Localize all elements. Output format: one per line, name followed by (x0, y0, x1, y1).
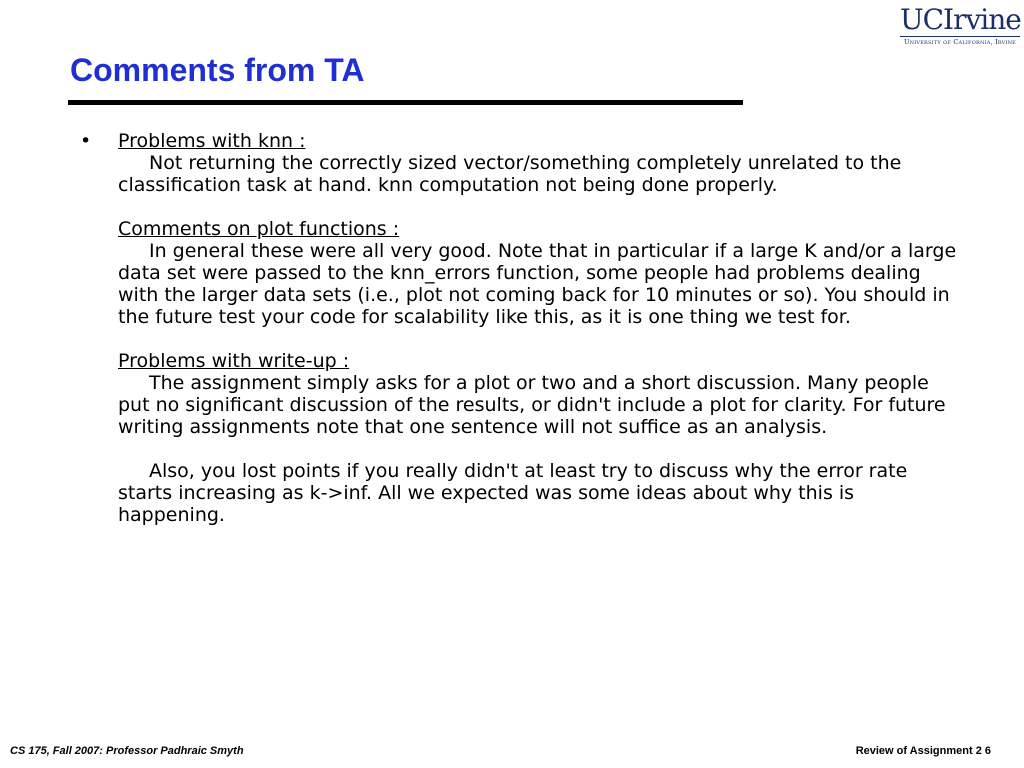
logo-subtitle: University of California, Irvine (900, 36, 1020, 46)
logo-wordmark: UCIrvine (900, 3, 1021, 36)
section-heading: Comments on plot functions : (118, 218, 400, 240)
section-plot-functions (118, 218, 958, 328)
footer-section-label: Review of Assignment 2 (855, 745, 982, 757)
page-number: 6 (984, 745, 991, 757)
footer-course-info: CS 175, Fall 2007: Professor Padhraic Smyth (10, 745, 244, 757)
section-heading: Problems with knn : (118, 130, 306, 152)
section-paragraph: The assignment simply asks for a plot or two and a short discussion. Many people put no significant discussion of the results, or didn't include a plot for clarity. For future writing assignments note that one sentence will not suffice as an analysis. (118, 372, 946, 438)
uci-logo (900, 3, 1021, 48)
section-paragraph: Also, you lost points if you really didn't at least try to discuss why the error rate starts increasing as k->inf. All we expected was some ideas about why this is happening. (118, 460, 908, 526)
section-write-up-problems (118, 350, 958, 438)
title-underline (68, 100, 743, 105)
section-heading: Problems with write-up : (118, 350, 350, 372)
footer-slide-info (856, 744, 991, 758)
section-paragraph: In general these were all very good. Note that in particular if a large K and/or a large data set were passed to the knn_errors function, some people had problems dealing with the larger data sets (i.e., plot not coming back for 10 minutes or so). You should in the future test your code for scalability like this, as it is one thing we test for. (118, 240, 957, 328)
section-lost-points (118, 460, 958, 526)
bullet-icon: • (80, 130, 92, 152)
slide-title: Comments from TA (70, 52, 365, 88)
slide-body (118, 130, 958, 548)
section-knn-problems (118, 130, 958, 196)
section-paragraph: Not returning the correctly sized vector/something completely unrelated to the classification task at hand. knn computation not being done properly. (118, 152, 902, 196)
